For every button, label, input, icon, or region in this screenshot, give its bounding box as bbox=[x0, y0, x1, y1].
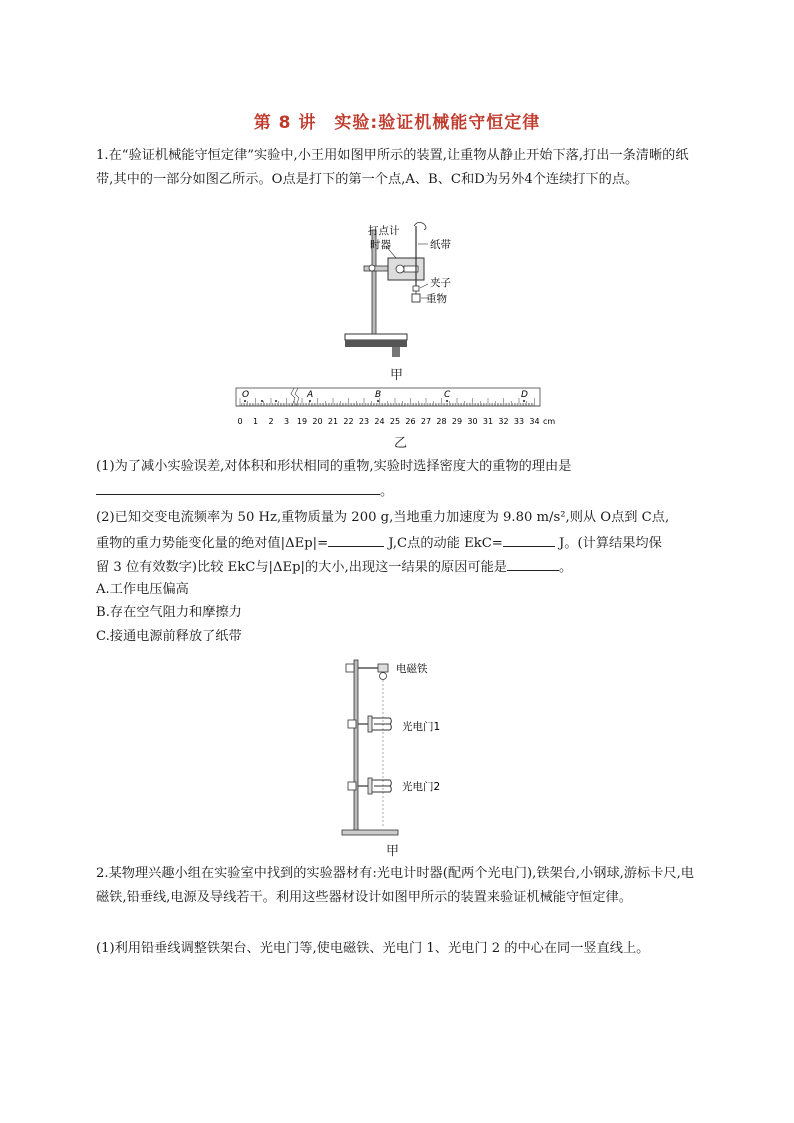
label-weight: 重物 bbox=[426, 293, 447, 305]
ruler-tick-label: 24 bbox=[374, 417, 385, 426]
answer-blank-4[interactable] bbox=[507, 556, 559, 571]
tape-dot bbox=[261, 400, 263, 402]
part-2-text-c: J。(计算结果均保 bbox=[554, 536, 662, 551]
option-b: B.存在空气阻力和摩擦力 bbox=[96, 605, 242, 620]
question-1-stem: 1.在“验证机械能守恒定律”实验中,小王用如图甲所示的装置,让重物从静止开始下落,打出一条清晰的纸带,其中的一部分如图乙所示。O点是打下的第一个点,A、B、C和D为另外4个连续打下的点。 bbox=[96, 148, 689, 187]
label-ticker-timer-2: 时器 bbox=[370, 239, 391, 251]
label-paper-tape: 纸带 bbox=[430, 239, 451, 251]
ruler-tick-label: 30 bbox=[467, 417, 478, 426]
ruler-tick-label: 22 bbox=[343, 417, 354, 426]
ruler-tick-label: 20 bbox=[312, 417, 323, 426]
ruler-tick-label: 29 bbox=[451, 417, 463, 426]
figure-ticker-timer bbox=[330, 218, 480, 368]
answer-blank-1[interactable] bbox=[96, 480, 380, 495]
figure-photogate bbox=[340, 656, 480, 838]
ruler-tick-label: 1 bbox=[252, 417, 259, 426]
label-clip: 夹子 bbox=[430, 277, 451, 289]
ruler-tick-label: 19 bbox=[296, 417, 308, 426]
tape-dot bbox=[377, 400, 379, 402]
figure-caption-jia-2: 甲 bbox=[386, 844, 400, 859]
part-2-text-b: J,C点的动能 EkC= bbox=[384, 536, 503, 551]
question-1-part-1-answer bbox=[96, 480, 393, 503]
ruler-tick-label: 34 bbox=[529, 417, 540, 426]
ruler-tick-label: 0 bbox=[237, 417, 243, 426]
part-2-text-a: 重物的重力势能变化量的绝对值|ΔEp|= bbox=[96, 536, 329, 551]
ruler-tick-label: 26 bbox=[405, 417, 416, 426]
ruler-tick-label: 33 bbox=[513, 417, 525, 426]
part-2-text-d: 留 3 位有效数字)比较 EkC与|ΔEp|的大小,出现这一结果的原因可能是 bbox=[96, 560, 507, 575]
ruler-tick-label: 27 bbox=[420, 417, 432, 426]
tape-dot bbox=[446, 400, 448, 402]
option-a: A.工作电压偏高 bbox=[96, 582, 189, 597]
tape-dot bbox=[309, 400, 311, 402]
tape-point-label: A bbox=[307, 390, 314, 400]
page-title: 第 8 讲 实验:验证机械能守恒定律 bbox=[253, 113, 541, 133]
tape-point-label: C bbox=[444, 390, 451, 400]
ruler-tick-label: 28 bbox=[436, 417, 447, 426]
tape-dot bbox=[523, 400, 525, 402]
tape-point-label: D bbox=[521, 390, 528, 400]
answer-blank-3[interactable] bbox=[503, 532, 555, 547]
ruler-tick-label: 23 bbox=[358, 417, 370, 426]
ruler-tick-label: 32 bbox=[498, 417, 509, 426]
part-1-text: (1)为了减小实验误差,对体积和形状相同的重物,实验时选择密度大的重物的理由是 bbox=[96, 459, 572, 474]
ruler-tick-label: 31 bbox=[482, 417, 494, 426]
question-1-part-2-line-3 bbox=[96, 556, 572, 579]
question-1-part-2-line-2 bbox=[96, 532, 662, 555]
question-2-stem: 2.某物理兴趣小组在实验室中找到的实验器材有:光电计时器(配两个光电门),铁架台,小钢球,游标卡尺,电磁铁,铅垂线,电源及导线若干。利用这些器材设计如图甲所示的装置来验证机械能守恒定律。 bbox=[96, 866, 694, 905]
label-electromagnet: 电磁铁 bbox=[396, 663, 428, 675]
question-1-part-2-line-1: (2)已知交变电流频率为 50 Hz,重物质量为 200 g,当地重力加速度为 9.80 m/s²,则从 O点到 C点, bbox=[96, 510, 670, 525]
part-2-text-e: 。 bbox=[559, 560, 573, 575]
ruler-unit: cm bbox=[543, 417, 556, 426]
ruler-tick-label: 21 bbox=[327, 417, 339, 426]
option-c: C.接通电源前释放了纸带 bbox=[96, 629, 242, 644]
tape-point-label: O bbox=[242, 390, 250, 400]
tape-dot bbox=[244, 400, 246, 402]
question-1-part-1 bbox=[96, 456, 571, 478]
ruler-tick-label: 2 bbox=[268, 417, 274, 426]
tape-dot bbox=[275, 400, 277, 402]
tape-point-label: B bbox=[375, 390, 382, 400]
question-2-part-1: (1)利用铅垂线调整铁架台、光电门等,使电磁铁、光电门 1、光电门 2 的中心在同一竖直线上。 bbox=[96, 941, 650, 956]
figure-caption-jia-1: 甲 bbox=[390, 368, 404, 383]
ruler-tick-label: 3 bbox=[283, 417, 290, 426]
ruler-tick-label: 25 bbox=[389, 417, 401, 426]
answer-blank-2[interactable] bbox=[328, 532, 384, 547]
label-ticker-timer: 打点计 bbox=[368, 225, 400, 237]
figure-tape-ruler bbox=[228, 386, 568, 430]
label-photogate-1: 光电门1 bbox=[402, 721, 441, 733]
figure-caption-yi: 乙 bbox=[394, 436, 408, 451]
part-1-end: 。 bbox=[380, 484, 394, 499]
label-photogate-2: 光电门2 bbox=[402, 781, 441, 793]
